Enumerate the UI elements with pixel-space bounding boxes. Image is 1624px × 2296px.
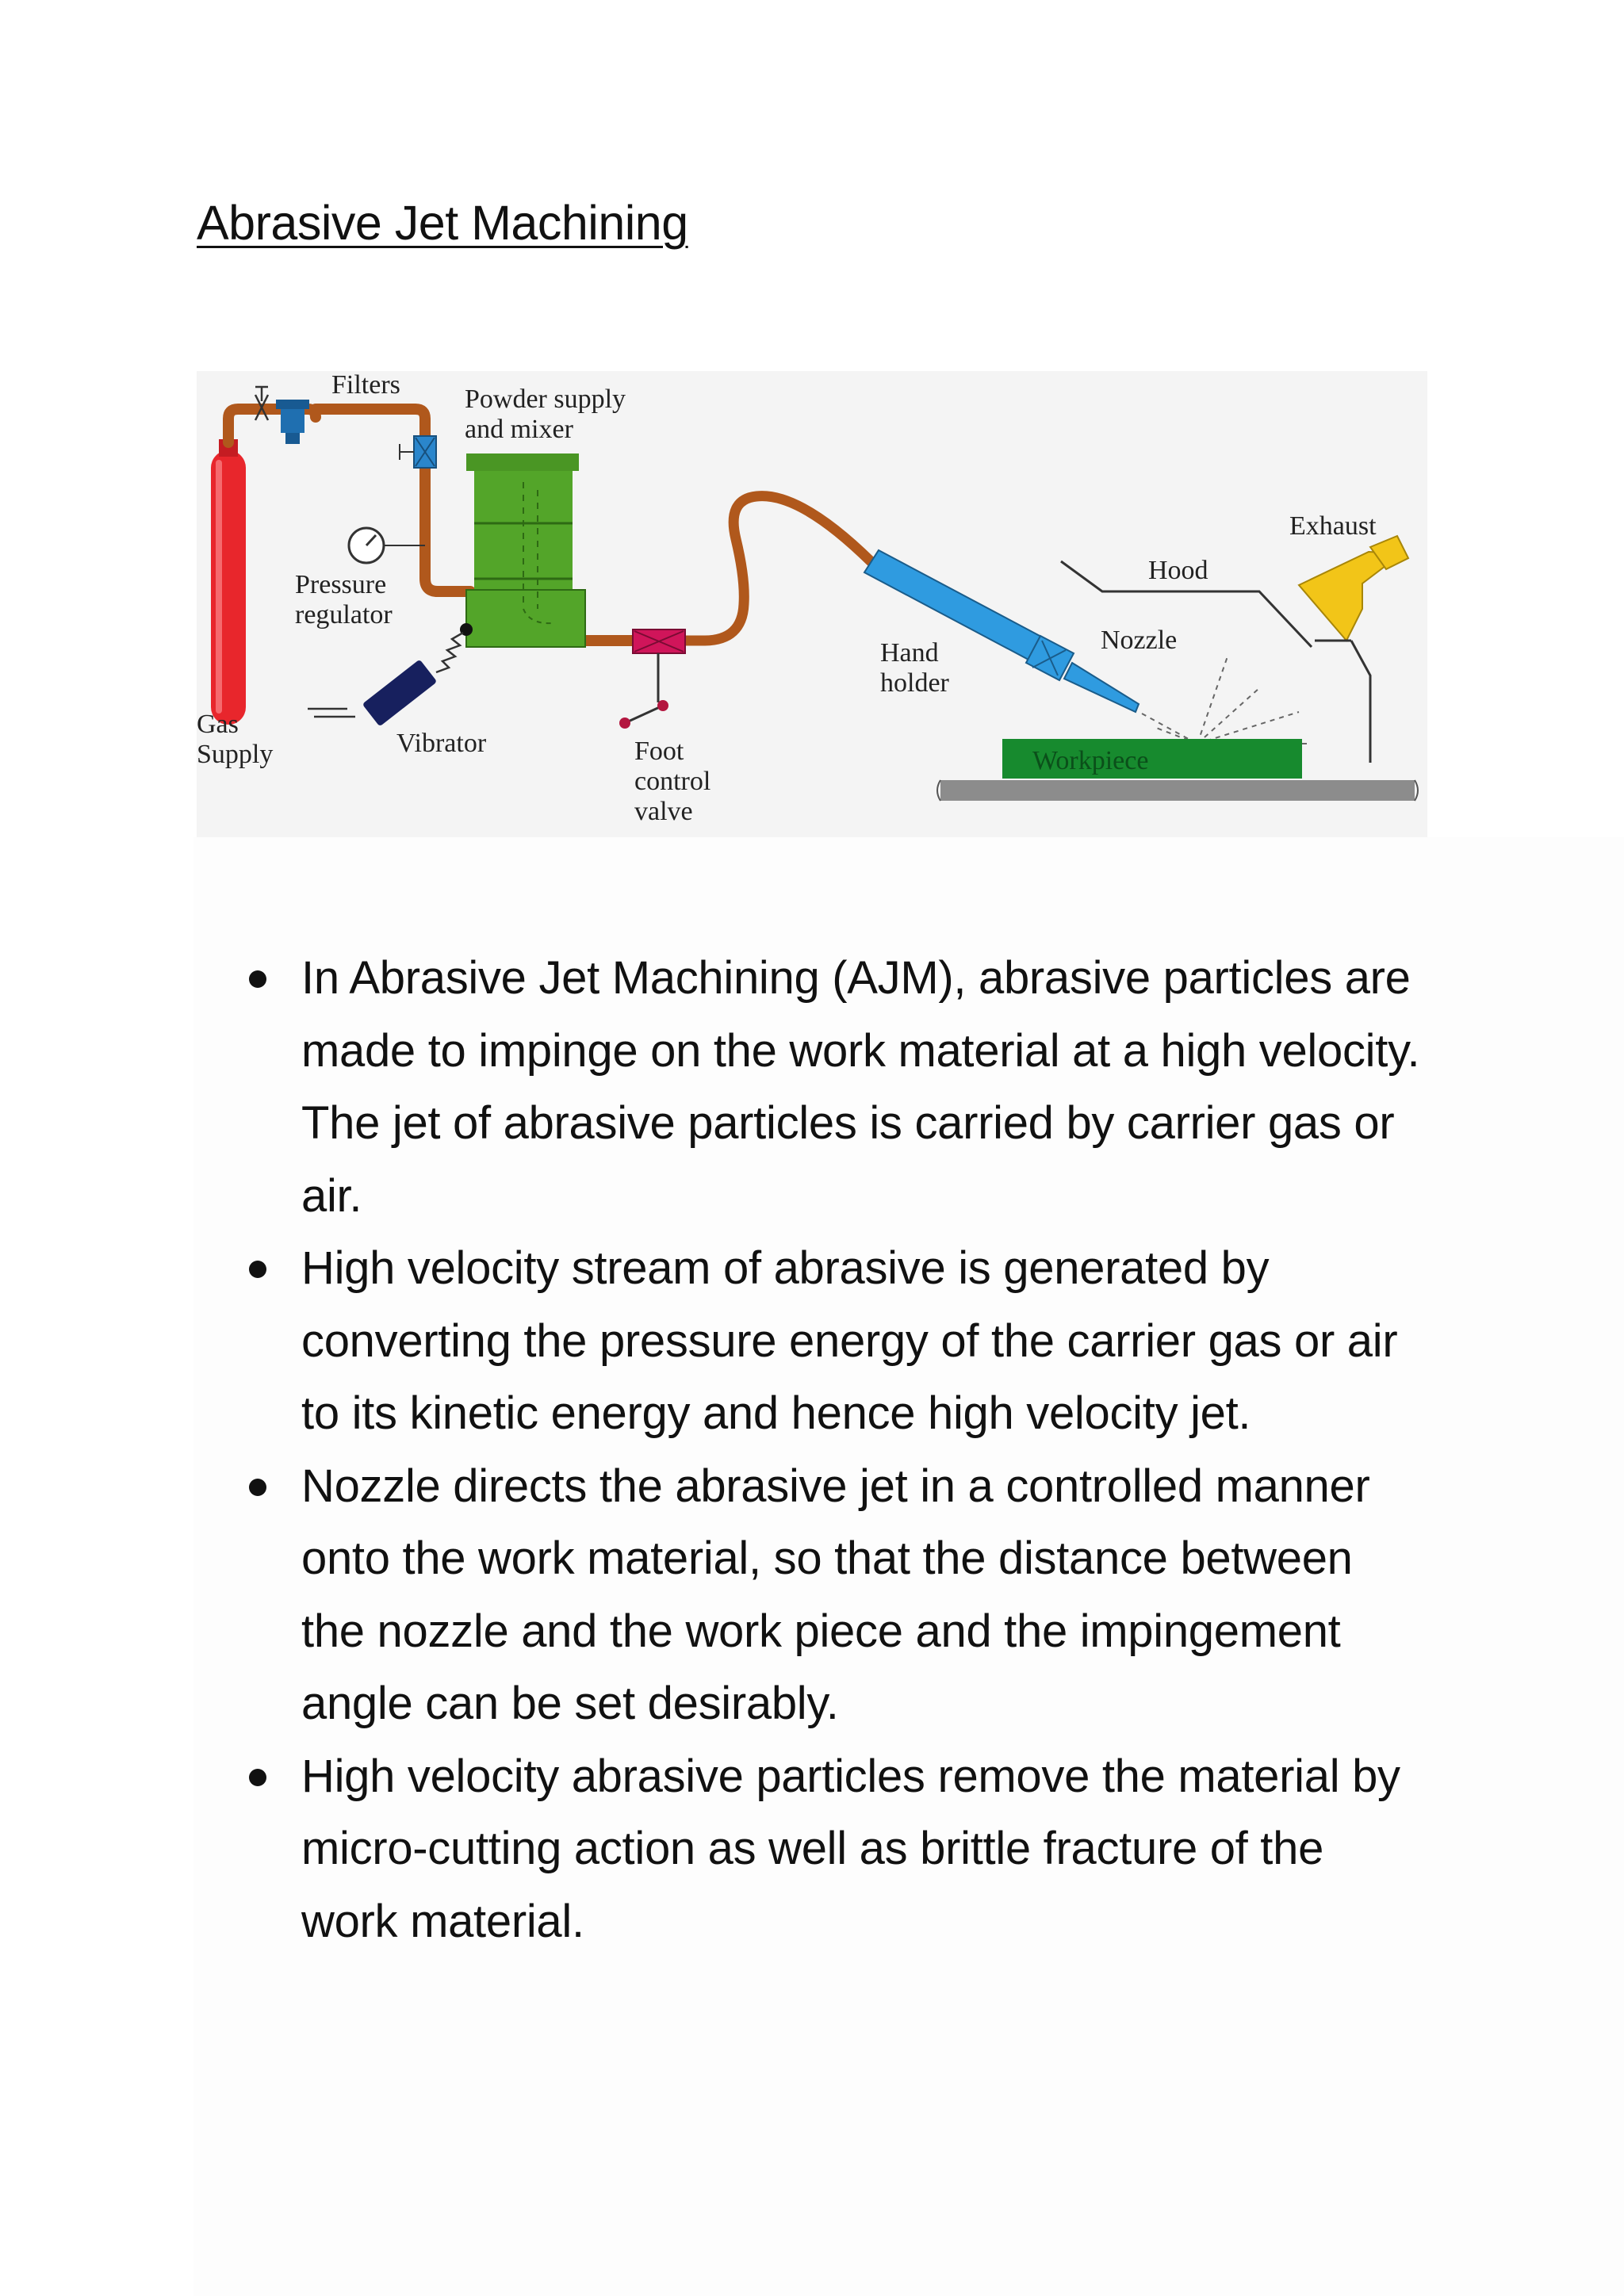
bullet-item [301, 1232, 1427, 1450]
bullet-dot [249, 970, 266, 988]
bullet-item [301, 942, 1427, 1232]
label-hood: Hood [1148, 556, 1208, 585]
bullet-list [301, 942, 1427, 1957]
label-pressure-2: regulator [295, 600, 393, 629]
bullet-text: In Abrasive Jet Machining (AJM), abrasive particles are made to impinge on the work material at a high velocity. The jet of abrasive particles is carried by carrier gas or air. [301, 952, 1420, 1222]
label-nozzle: Nozzle [1101, 626, 1178, 655]
label-hand-1: Hand [880, 638, 939, 668]
label-hand-2: holder [880, 668, 949, 698]
flexible-hose [661, 496, 871, 641]
label-workpiece: Workpiece [1032, 746, 1149, 775]
pressure-gauge [349, 528, 425, 563]
ajm-diagram-svg [197, 371, 1427, 837]
workpiece-table [937, 739, 1418, 801]
gas-cylinder [211, 439, 246, 725]
bullet-dot [249, 1261, 266, 1278]
bullet-dot [249, 1479, 266, 1496]
exhaust [1299, 536, 1408, 763]
ajm-diagram [197, 371, 1427, 837]
powder-mixer [466, 453, 585, 647]
label-powder-supply-2: and mixer [465, 415, 573, 444]
label-filters: Filters [331, 371, 400, 400]
label-foot-2: control [634, 767, 711, 796]
label-pressure-1: Pressure [295, 570, 387, 599]
page-title: Abrasive Jet Machining [197, 196, 688, 250]
riser-valve [400, 436, 436, 468]
bullet-item [301, 1450, 1427, 1740]
bullet-dot [249, 1769, 266, 1786]
label-powder-supply-1: Powder supply [465, 385, 626, 414]
label-foot-1: Foot [634, 737, 684, 766]
bullet-item [301, 1740, 1427, 1958]
label-vibrator: Vibrator [396, 729, 487, 758]
label-exhaust: Exhaust [1289, 511, 1377, 541]
bullet-text: High velocity stream of abrasive is generated by converting the pressure energy of the carrier gas or air to its kinetic energy and hence high velocity jet. [301, 1242, 1398, 1439]
bullet-text: High velocity abrasive particles remove the material by micro-cutting action as well as brittle fracture of the work material. [301, 1750, 1400, 1947]
label-gas-2: Supply [197, 740, 274, 769]
bullet-text: Nozzle directs the abrasive jet in a controlled manner onto the work material, so that the distance between the nozzle and the work piece and the impingement angle can be set desirably. [301, 1460, 1370, 1729]
filter [276, 400, 309, 444]
label-gas-1: Gas [197, 710, 239, 739]
abrasive-spray [1142, 656, 1307, 744]
vibrator [308, 623, 473, 727]
label-foot-3: valve [634, 797, 693, 826]
